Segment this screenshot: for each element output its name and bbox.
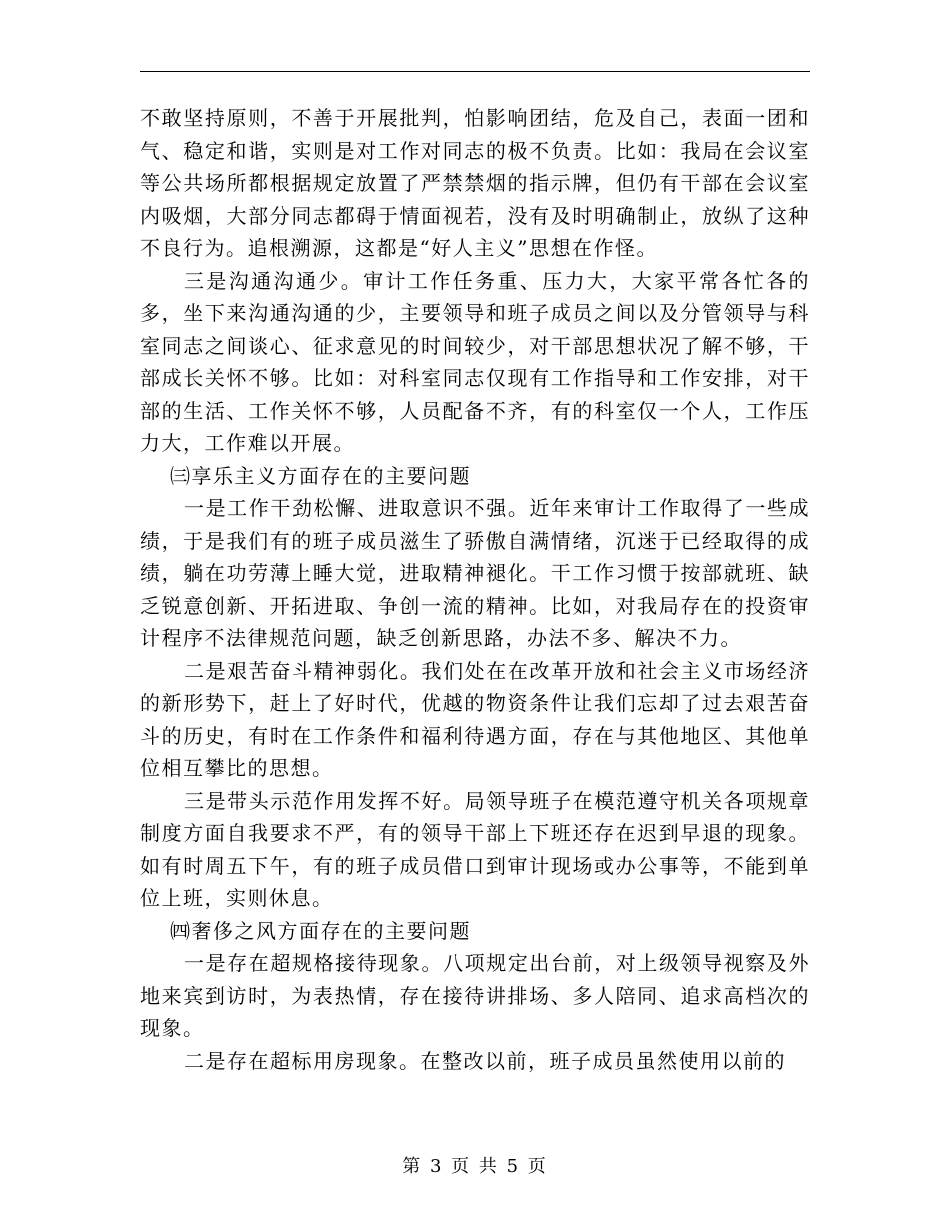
- paragraph-4: 二是艰苦奋斗精神弱化。我们处在在改革开放和社会主义市场经济的新形势下，赶上了好时代，优越的物资条件让我们忘却了过去艰苦奋斗的历史，有时在工作条件和福利待遇方面，存在与其他地区、其他单位相互攀比的思想。: [140, 658, 810, 780]
- paragraph-5: 三是带头示范作用发挥不好。局领导班子在模范遵守机关各项规章制度方面自我要求不严，有的领导干部上下班还存在迟到早退的现象。如有时周五下午，有的班子成员借口到审计现场或办公事等，不能到单位上班，实则休息。: [140, 788, 810, 910]
- paragraph-2: 三是沟通沟通少。审计工作任务重、压力大，大家平常各忙各的多，坐下来沟通沟通的少，主要领导和班子成员之间以及分管领导与科室同志之间谈心、征求意见的时间较少，对干部思想状况了解不够，干部成长关怀不够。比如：对科室同志仅现有工作指导和工作安排，对干部的生活、工作关怀不够，人员配备不齐，有的科室仅一个人，工作压力大，工作难以开展。: [140, 268, 810, 455]
- page-number: 第 3 页 共 5 页: [402, 1156, 548, 1177]
- header-rule: [140, 71, 810, 72]
- section-heading-3: ㈢享乐主义方面存在的主要问题: [170, 463, 471, 488]
- paragraph-3: 一是工作干劲松懈、进取意识不强。近年来审计工作取得了一些成绩，于是我们有的班子成员滋生了骄傲自满情绪，沉迷于已经取得的成绩，躺在功劳薄上睡大觉，进取精神褪化。干工作习惯于按部就班、缺乏锐意创新、开拓进取、争创一流的精神。比如，对我局存在的投资审计程序不法律规范问题，缺乏创新思路，办法不多、解决不力。: [140, 496, 810, 650]
- section-heading-4: ㈣奢侈之风方面存在的主要问题: [170, 918, 471, 943]
- paragraph-7: 二是存在超标用房现象。在整改以前，班子成员虽然使用以前的: [184, 1048, 786, 1073]
- document-body: [140, 102, 810, 1077]
- paragraph-6: 一是存在超规格接待现象。八项规定出台前，对上级领导视察及外地来宾到访时，为表热情，存在接待讲排场、多人陪同、追求高档次的现象。: [140, 951, 810, 1040]
- paragraph-1: 不敢坚持原则，不善于开展批判，怕影响团结，危及自己，表面一团和气、稳定和谐，实则是对工作对同志的极不负责。比如：我局在会议室等公共场所都根据规定放置了严禁禁烟的指示牌，但仍有干部在会议室内吸烟，大部分同志都碍于情面视若，没有及时明确制止，放纵了这种不良行为。追根溯源，这都是“好人主义”思想在作怪。: [140, 106, 810, 260]
